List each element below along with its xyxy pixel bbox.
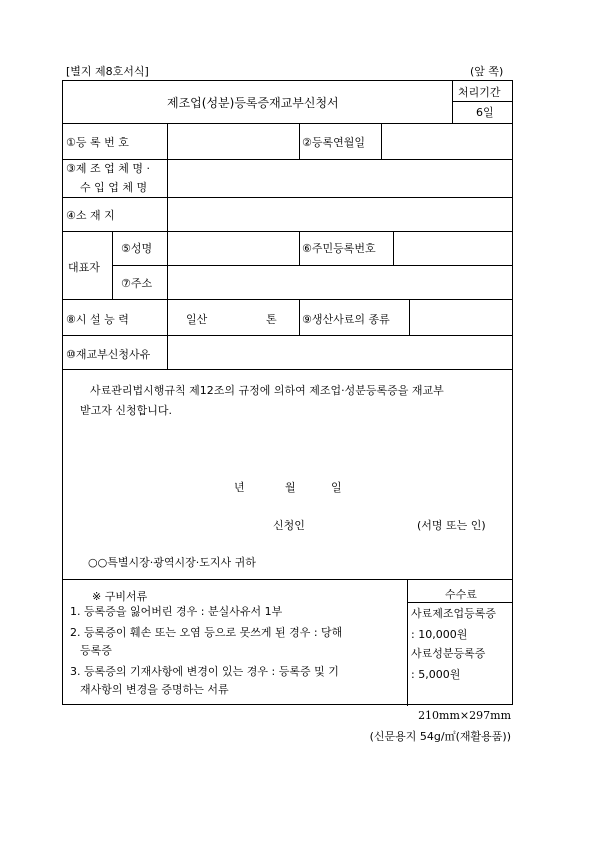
date-year: 년 — [234, 481, 245, 494]
applicant-label: 신청인 — [273, 519, 305, 532]
page-side: (앞 쪽) — [470, 65, 504, 78]
paper-size: 210mm×297mm — [418, 709, 511, 722]
registration-date-label: ②등록연월일 — [302, 136, 365, 149]
statement-line-2: 받고자 신청합니다. — [80, 404, 173, 417]
capacity-label: ⑧시 설 능 력 — [66, 313, 129, 326]
addressee: ○○특별시장·광역시장·도지사 귀하 — [88, 556, 256, 569]
fee-component-label: 사료성분등록증 — [411, 647, 486, 660]
paper-type: (신문용지 54g/㎡(재활용품)) — [369, 730, 511, 743]
feed-type-label: ⑨생산사료의 종류 — [302, 313, 390, 326]
statement-line-1: 사료관리법시행규칙 제12조의 규정에 의하여 제조업·성분등록증을 재교부 — [90, 384, 444, 397]
statement — [80, 381, 510, 421]
company-name-label-1: ③제 조 업 체 명 · — [66, 162, 150, 175]
fee-heading: 수수료 — [445, 588, 477, 601]
capacity-daily: 일산 — [186, 313, 208, 326]
address-label: ⑦주소 — [121, 277, 153, 290]
signature-label: (서명 또는 인) — [417, 519, 486, 532]
registration-number-label: ①등 록 번 호 — [66, 136, 129, 149]
document-item-3a: 3. 등록증의 기재사항에 변경이 있는 경우 : 등록증 및 기 — [70, 665, 339, 678]
document-item-2a: 2. 등록증이 훼손 또는 오염 등으로 못쓰게 된 경우 : 당해 — [70, 626, 343, 639]
representative-label: 대표자 — [68, 261, 100, 274]
company-name-label-2: 수 입 업 체 명 — [80, 181, 148, 194]
date-month: 월 — [285, 481, 296, 494]
document-item-1: 1. 등록증을 잃어버린 경우 : 분실사유서 1부 — [70, 605, 283, 618]
form-title: 제조업(성분)등록증재교부신청서 — [167, 96, 339, 110]
processing-label: 처리기간 — [458, 86, 501, 99]
fee-manufacturing-label: 사료제조업등록증 — [411, 607, 497, 620]
reissue-reason-label: ⑩재교부신청사유 — [66, 348, 151, 361]
required-documents-heading: ※ 구비서류 — [92, 590, 148, 603]
capacity-unit: 톤 — [266, 313, 277, 326]
date-day: 일 — [331, 481, 342, 494]
document-item-3b: 재사항의 변경을 증명하는 서류 — [80, 683, 229, 696]
name-label: ⑤성명 — [121, 242, 153, 255]
location-label: ④소 재 지 — [66, 209, 115, 222]
processing-value: 6일 — [476, 106, 494, 119]
document-item-2b: 등록증 — [80, 644, 112, 657]
fee-component-amount: : 5,000원 — [411, 668, 461, 681]
form-number: [별지 제8호서식] — [66, 65, 149, 78]
resident-number-label: ⑥주민등록번호 — [302, 242, 376, 255]
fee-manufacturing-amount: : 10,000원 — [411, 628, 468, 641]
